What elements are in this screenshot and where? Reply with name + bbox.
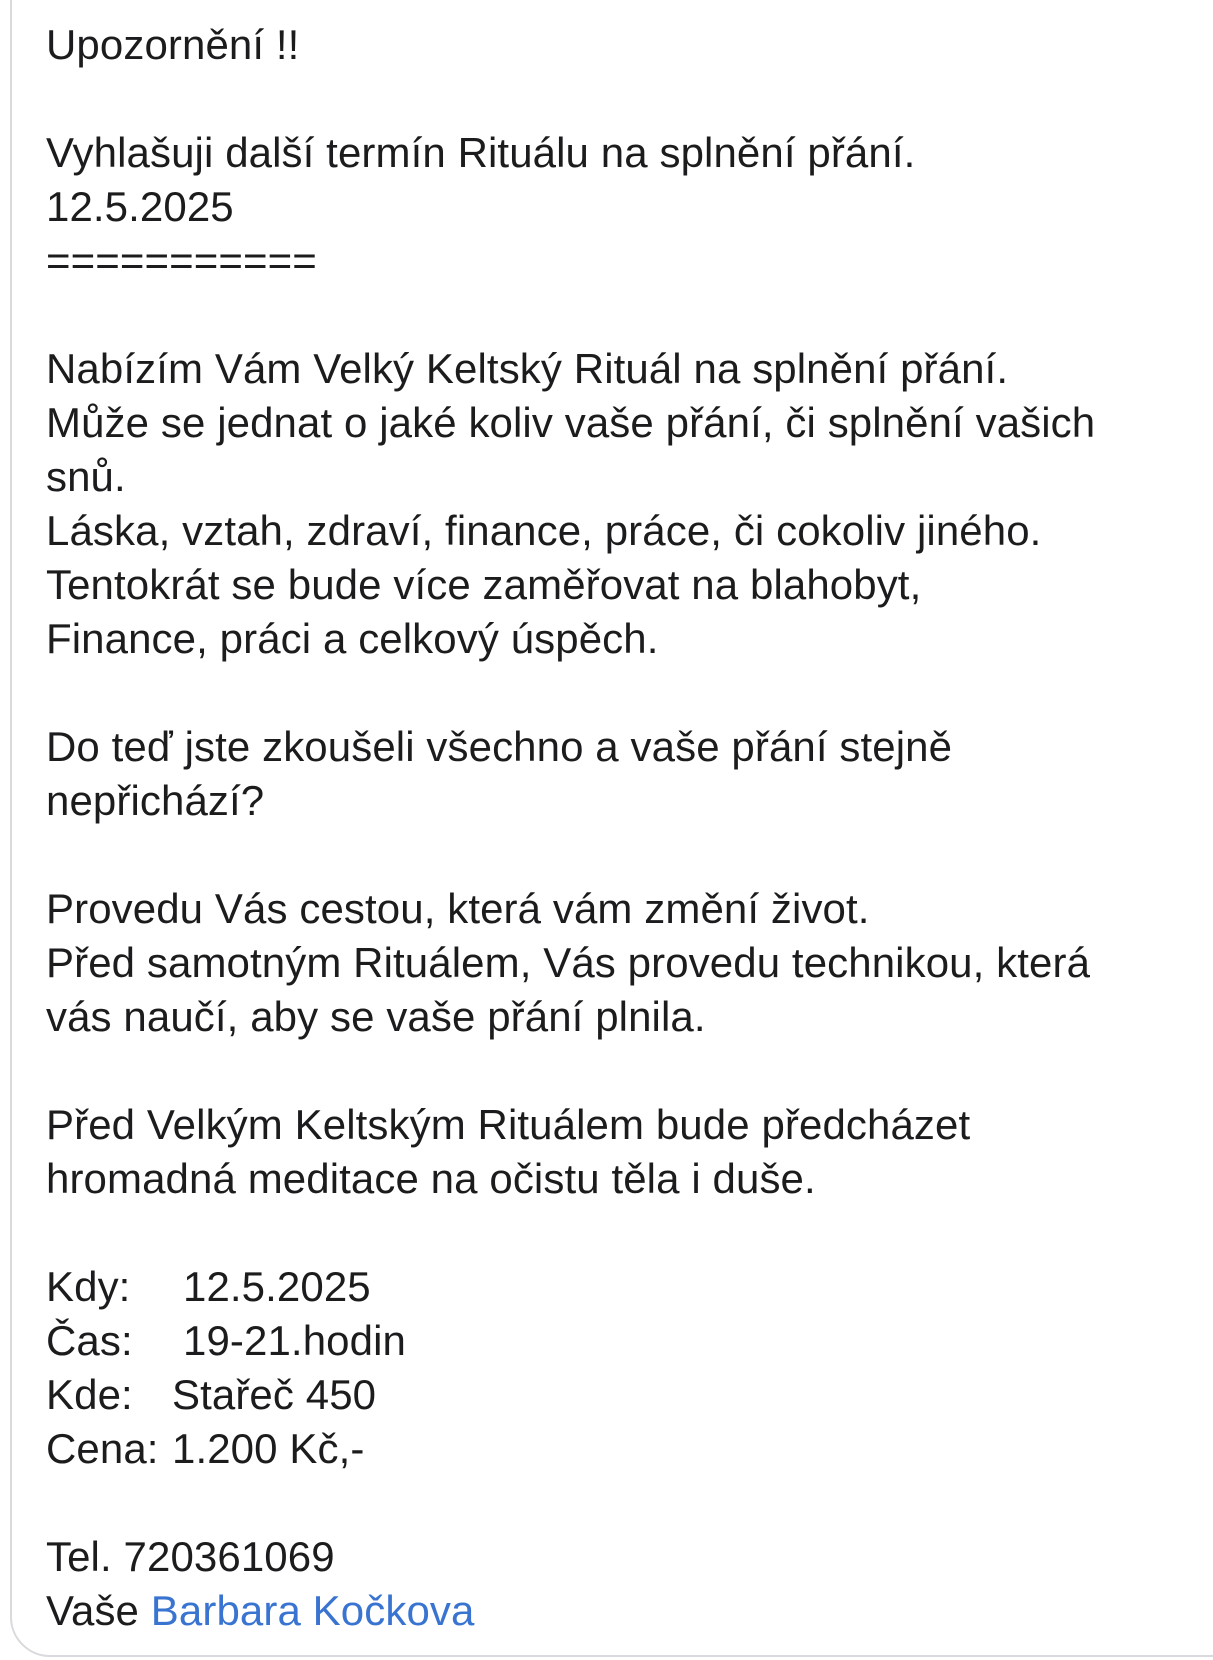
detail-where xyxy=(46,1368,1206,1422)
focus-text-line-2: Finance, práci a celkový úspěch. xyxy=(46,615,659,662)
wish-text-line-2: snů. xyxy=(46,453,126,500)
blank-line xyxy=(46,1044,1206,1098)
blank-line xyxy=(46,666,1206,720)
detail-where-value: Stařeč 450 xyxy=(172,1371,377,1418)
signature-prefix: Vaše xyxy=(46,1587,151,1634)
offer-text: Nabízím Vám Velký Keltský Rituál na splnění přání. xyxy=(46,345,1009,392)
detail-price xyxy=(46,1422,1206,1476)
detail-when-label: Kdy: xyxy=(46,1263,131,1310)
blank-line xyxy=(46,1476,1206,1530)
message-body xyxy=(46,18,1206,1638)
detail-when-value: 12.5.2025 xyxy=(183,1263,371,1310)
detail-when xyxy=(46,1260,1206,1314)
signature-name-link[interactable]: Barbara Kočkova xyxy=(150,1587,475,1634)
areas-text: Láska, vztah, zdraví, finance, práce, či cokoliv jiného. xyxy=(46,507,1042,554)
separator-line: =========== xyxy=(46,237,317,284)
detail-price-value: 1.200 Kč,- xyxy=(172,1425,365,1472)
detail-time xyxy=(46,1314,1206,1368)
blank-line xyxy=(46,288,1206,342)
wish-text-line-1: Může se jednat o jaké koliv vaše přání, či splnění vašich xyxy=(46,399,1096,446)
detail-where-label: Kde: xyxy=(46,1371,133,1418)
guide-text: Provedu Vás cestou, která vám změní život. xyxy=(46,885,870,932)
detail-time-value: 19-21.hodin xyxy=(183,1317,406,1364)
blank-line xyxy=(46,72,1206,126)
focus-text-line-1: Tentokrát se bude více zaměřovat na blahobyt, xyxy=(46,561,922,608)
signature xyxy=(46,1584,1206,1638)
blank-line xyxy=(46,1206,1206,1260)
announcement-text: Vyhlašuji další termín Rituálu na splnění přání. xyxy=(46,129,916,176)
technique-text-line-2: vás naučí, aby se vaše přání plnila. xyxy=(46,993,706,1040)
announcement-date: 12.5.2025 xyxy=(46,183,234,230)
question-text-line-2: nepřichází? xyxy=(46,777,265,824)
message-heading: Upozornění !! xyxy=(46,21,300,68)
phone-text: Tel. 720361069 xyxy=(46,1533,335,1580)
detail-time-label: Čas: xyxy=(46,1317,133,1364)
question-text-line-1: Do teď jste zkoušeli všechno a vaše přání stejně xyxy=(46,723,953,770)
meditation-text-line-2: hromadná meditace na očistu těla i duše. xyxy=(46,1155,816,1202)
technique-text-line-1: Před samotným Rituálem, Vás provedu technikou, která xyxy=(46,939,1091,986)
detail-price-label: Cena: xyxy=(46,1425,159,1472)
blank-line xyxy=(46,828,1206,882)
meditation-text-line-1: Před Velkým Keltským Rituálem bude předcházet xyxy=(46,1101,971,1148)
